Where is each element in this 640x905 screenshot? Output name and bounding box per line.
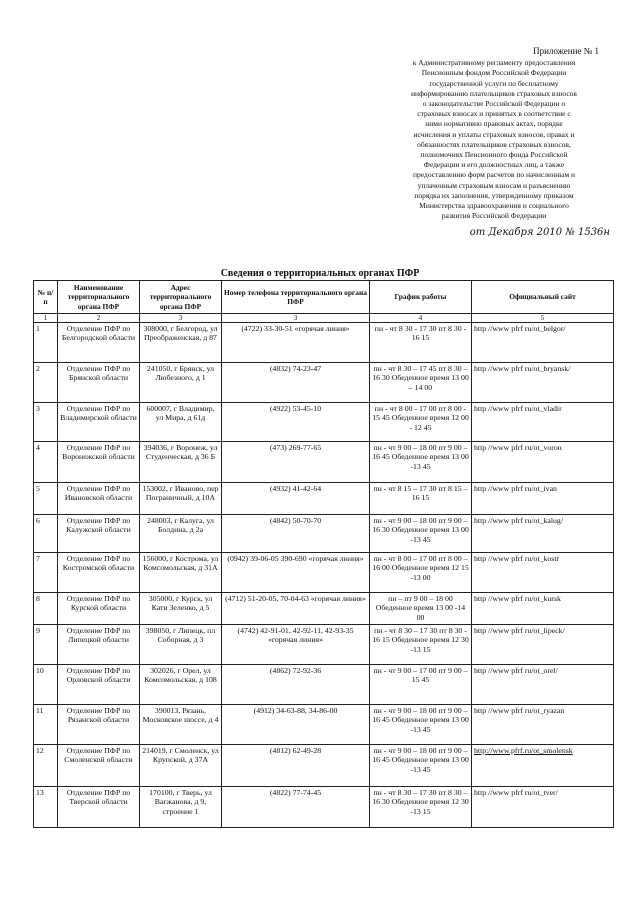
table-row xyxy=(34,363,614,403)
header-number: № п/п xyxy=(34,281,58,314)
appendix-line: государственной услуги по бесплатному xyxy=(429,78,559,88)
office-address: 302026, г Орел, ул Комсомольская, д 108 xyxy=(140,665,222,705)
table-row xyxy=(34,483,614,515)
office-address: 248003, г Калуга, ул Болдина, д 2а xyxy=(140,515,222,553)
office-schedule: пн - чт 8 30 – 17 30 пт 8 30 – 16 30 Обеденное время 12 30 -13 15 xyxy=(370,787,472,828)
column-number: 3 xyxy=(140,314,222,323)
office-name: Отделение ПФР по Костромской области xyxy=(58,553,140,593)
office-site-link[interactable]: http://www.pfrf.ru/ot_smolensk xyxy=(472,745,614,787)
appendix-line: страховых взносах и принятых в соответствие с xyxy=(417,109,571,119)
office-address: 241050, г Брянск, ул Любезного, д 1 xyxy=(140,363,222,403)
office-address: 153002, г Иваново, пер Пограничный, д 10А xyxy=(140,483,222,515)
table-row xyxy=(34,787,614,828)
office-address: 390013, Рязань, Московское шоссе, д 4 xyxy=(140,705,222,745)
appendix-line: предоставлению форм расчетов по начисленным и xyxy=(413,170,575,180)
office-site-link[interactable]: http //www pfrf ru/ot_kostr xyxy=(472,553,614,593)
office-name: Отделение ПФР по Калужской области xyxy=(58,515,140,553)
document-heading: Сведения о территориальных органах ПФР xyxy=(220,268,420,279)
office-address: 600007, г Владимир, ул Мира, д 61д xyxy=(140,403,222,442)
header-site: Официальный сайт xyxy=(472,281,614,314)
office-name: Отделение ПФР по Воронежской области xyxy=(58,442,140,483)
row-number: 9 xyxy=(34,625,58,665)
table-row xyxy=(34,323,614,363)
appendix-line: исчисления и уплаты страховых взносов, правах и xyxy=(413,129,575,139)
table-row xyxy=(34,442,614,483)
appendix-line: Пенсионным фондом Российской Федерации xyxy=(421,68,567,78)
office-site-link[interactable]: http //www pfrf ru/ot_kursk xyxy=(472,593,614,625)
appendix-title: Приложение № 1 xyxy=(533,46,599,56)
column-number-row xyxy=(34,314,614,323)
office-name: Отделение ПФР по Липецкой области xyxy=(58,625,140,665)
office-address: 398050, г Липецк, пл Соборная, д 3 xyxy=(140,625,222,665)
appendix-line: порядка их заполнения, утвержденному приказом xyxy=(414,190,574,200)
header-schedule: График работы xyxy=(370,281,472,314)
office-name: Отделение ПФР по Рязанской области xyxy=(58,705,140,745)
office-site-link[interactable]: http //www pfrf ru/ot_vladir xyxy=(472,403,614,442)
office-site-link[interactable]: http //www pfrf ru/ot_kalug/ xyxy=(472,515,614,553)
office-phone: (4862) 72-92-36 xyxy=(222,665,370,705)
office-phone: (4822) 77-74-45 xyxy=(222,787,370,828)
appendix-line: полномочиях Пенсионного фонда Российской xyxy=(420,150,568,160)
appendix-line: уплаченным страховым взносам и разъяснению xyxy=(417,180,571,190)
office-name: Отделение ПФР по Белгородской области xyxy=(58,323,140,363)
office-site-link[interactable]: http //www pfrf ru/ot_tver/ xyxy=(472,787,614,828)
office-phone: (4932) 41-42-64 xyxy=(222,483,370,515)
office-address: 170100, г Тверь, ул Вагжанова, д 9, строение 1 xyxy=(140,787,222,828)
office-site-link[interactable]: http //www pfrf ru/ot_ryazan xyxy=(472,705,614,745)
office-phone: (4812) 62-49-28 xyxy=(222,745,370,787)
office-phone: (4922) 53-45-10 xyxy=(222,403,370,442)
appendix-line: информированию плательщиков страховых взносов xyxy=(411,88,577,98)
column-number: 4 xyxy=(370,314,472,323)
table-row xyxy=(34,625,614,665)
row-number: 6 xyxy=(34,515,58,553)
office-schedule: пн - чт 9 00 – 18 00 пт 9 00 – 16 45 Обеденное время 13 00 -13 45 xyxy=(370,442,472,483)
office-schedule: пн - чт 8 00 - 17 00 пт 8 00 - 15 45 Обеденное время 12 00 - 12 45 xyxy=(370,403,472,442)
column-number: 2 xyxy=(58,314,140,323)
row-number: 8 xyxy=(34,593,58,625)
office-site-link[interactable]: http //www pfrf ru/ot_lipeck/ xyxy=(472,625,614,665)
office-phone: (4912) 34-63-88, 34-86-00 xyxy=(222,705,370,745)
office-phone: (473) 269-77-65 xyxy=(222,442,370,483)
table-row xyxy=(34,745,614,787)
row-number: 10 xyxy=(34,665,58,705)
header-phone: Номер телефона территориального органа ПФР xyxy=(222,281,370,314)
table-row xyxy=(34,593,614,625)
row-number: 1 xyxy=(34,323,58,363)
office-schedule: пн - чт 8 00 – 17 00 пт 8 00 – 16 00 Обеденное время 12 15 -13 00 xyxy=(370,553,472,593)
table-header-row xyxy=(34,281,614,314)
row-number: 11 xyxy=(34,705,58,745)
office-address: 214019, г Смоленск, ул Крупской, д 37А xyxy=(140,745,222,787)
office-address: 156000, г Кострома, ул Комсомольская, д 31А xyxy=(140,553,222,593)
office-schedule: пн - чт 8 30 - 17 30 пт 8 30 - 16 15 xyxy=(370,323,472,363)
office-schedule: пн – пт 9 00 – 18 00 Обеденное время 13 00 -14 00 xyxy=(370,593,472,625)
appendix-line: развития Российской Федерации xyxy=(441,211,547,221)
territorial-offices-table xyxy=(33,280,614,828)
appendix-block xyxy=(389,46,599,221)
table-row xyxy=(34,705,614,745)
table-row xyxy=(34,553,614,593)
office-name: Отделение ПФР по Ивановской области xyxy=(58,483,140,515)
column-number: 3 xyxy=(222,314,370,323)
row-number: 13 xyxy=(34,787,58,828)
table-row xyxy=(34,665,614,705)
row-number: 5 xyxy=(34,483,58,515)
office-schedule: пн - чт 8 30 – 17 30 пт 8 30 - 16 15 Обеденное время 12 30 -13 15 xyxy=(370,625,472,665)
appendix-line: Министерства здравоохранения и социального xyxy=(419,201,569,211)
office-schedule: пн - чт 9 00 – 17 00 пт 9 00 – 15 45 xyxy=(370,665,472,705)
office-name: Отделение ПФР по Смоленской области xyxy=(58,745,140,787)
row-number: 12 xyxy=(34,745,58,787)
appendix-line: к Административному регламенту предоставления xyxy=(412,58,576,68)
office-site-link[interactable]: http //www pfrf ru/ot_belgor/ xyxy=(472,323,614,363)
office-name: Отделение ПФР по Брянской области xyxy=(58,363,140,403)
office-phone: (4742) 42-91-01, 42-92-11, 42-93-35 «горячая линия» xyxy=(222,625,370,665)
appendix-line: ними нормативно правовых актах, порядке xyxy=(425,119,563,129)
appendix-line: обязанностях плательщиков страховых взносов, xyxy=(417,139,571,149)
office-schedule: пн - чт 9 00 – 18 00 пт 9 00 – 16 30 Обеденное время 13 00 -13 45 xyxy=(370,515,472,553)
office-name: Отделение ПФР по Орловской области xyxy=(58,665,140,705)
column-number: 1 xyxy=(34,314,58,323)
appendix-line: о законодательстве Российской Федерации о xyxy=(422,99,566,109)
office-name: Отделение ПФР по Тверской области xyxy=(58,787,140,828)
header-name: Наименование территориального органа ПФР xyxy=(58,281,140,314)
row-number: 2 xyxy=(34,363,58,403)
office-site-link[interactable]: http //www pfrf ru/ot_voron xyxy=(472,442,614,483)
table-row xyxy=(34,515,614,553)
column-number: 5 xyxy=(472,314,614,323)
row-number: 4 xyxy=(34,442,58,483)
office-name: Отделение ПФР по Курской области xyxy=(58,593,140,625)
table-row xyxy=(34,403,614,442)
office-site-link[interactable]: http //www pfrf ru/ot_ivan xyxy=(472,483,614,515)
office-address: 308000, г Белгород, ул Преображенская, д 87 xyxy=(140,323,222,363)
office-schedule: пн - чт 8 15 – 17 30 пт 8 15 – 16 15 xyxy=(370,483,472,515)
appendix-line: Федерации и его должностных лиц, а также xyxy=(423,160,565,170)
signature-date-number: от Декабря 2010 № 1536н xyxy=(469,227,610,238)
office-schedule: пн - чт 9 00 – 18 00 пт 9 00 – 16 45 Обеденное время 13 00 -13 45 xyxy=(370,745,472,787)
office-address: 305000, г Курск, ул Кати Зеленко, д 5 xyxy=(140,593,222,625)
office-phone: (4712) 51-20-05, 70-04-63 «горячая линия» xyxy=(222,593,370,625)
row-number: 3 xyxy=(34,403,58,442)
office-site-link[interactable]: http //www pfrf ru/ot_orel/ xyxy=(472,665,614,705)
office-address: 394036, г Воронеж, ул Студенческая, д 36 Б xyxy=(140,442,222,483)
office-site-link[interactable]: http //www pfrf ru/ot_bryansk/ xyxy=(472,363,614,403)
header-address: Адрес территориального органа ПФР xyxy=(140,281,222,314)
office-phone: (0942) 39-06-05 390-690 «горячая линия» xyxy=(222,553,370,593)
office-phone: (4832) 74-23-47 xyxy=(222,363,370,403)
office-name: Отделение ПФР по Владимирской области xyxy=(58,403,140,442)
row-number: 7 xyxy=(34,553,58,593)
office-phone: (4722) 33-30-51 «горячая линия» xyxy=(222,323,370,363)
office-schedule: пн - чт 9 00 – 18 00 пт 9 00 – 16 45 Обеденное время 13 00 -13 45 xyxy=(370,705,472,745)
office-phone: (4842) 50-70-70 xyxy=(222,515,370,553)
office-schedule: пн - чт 8 30 – 17 45 пт 8 30 – 16 30 Обеденное время 13 00 – 14 00 xyxy=(370,363,472,403)
